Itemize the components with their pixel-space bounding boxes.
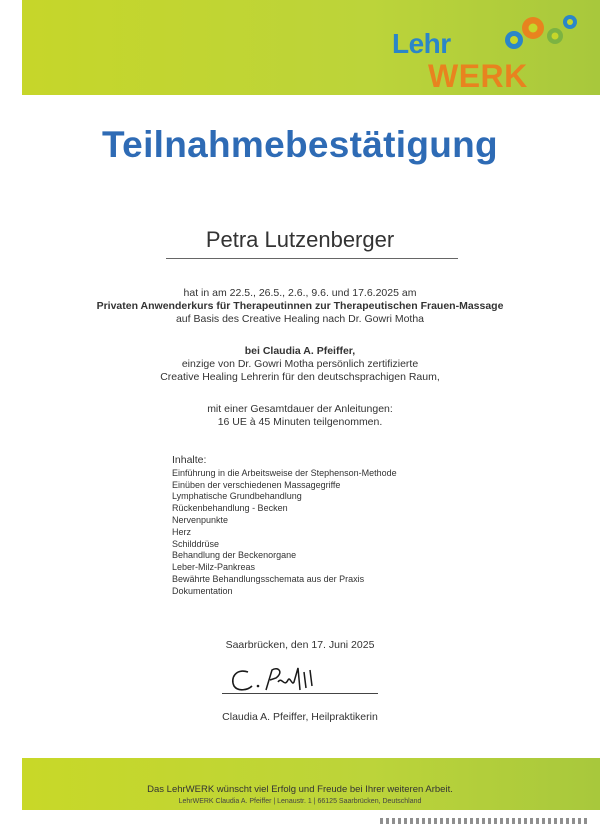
list-item: Bewährte Behandlungsschemata aus der Praxis [172, 573, 365, 584]
contents-heading: Inhalte: [172, 454, 207, 466]
list-item: Einüben der verschiedenen Massagegriffe [172, 479, 341, 490]
instructor-name: bei Claudia A. Pfeiffer, [244, 345, 356, 357]
page-title: Teilnahmebestätigung [102, 124, 498, 165]
list-item: Herz [172, 526, 192, 537]
course-name: Privaten Anwenderkurs für Therapeutinnen zur Therapeutischen Frauen-Massage [96, 300, 504, 312]
duration-value: 16 UE à 45 Minuten teilgenommen. [217, 416, 383, 428]
logo-lehr: Lehr [392, 28, 451, 59]
list-item: Dokumentation [172, 585, 233, 596]
list-item: Behandlung der Beckenorgane [172, 550, 297, 561]
instructor-block [0, 345, 600, 384]
list-item: Lymphatische Grundbehandlung [172, 491, 302, 502]
instructor-cert: einzige von Dr. Gowri Motha persönlich zertifizierte [181, 358, 419, 370]
list-item: Schilddrüse [172, 538, 220, 549]
footer-address: LehrWERK Claudia A. Pfeiffer | Lenaustr. 1 | 66125 Saarbrücken, Deutschland [178, 798, 422, 805]
contents-list [172, 455, 397, 598]
participant-name: Petra Lutzenberger [205, 227, 395, 252]
course-basis: auf Basis des Creative Healing nach Dr. Gowri Motha [175, 313, 425, 325]
signature-line [222, 693, 378, 694]
signatory: Claudia A. Pfeiffer, Heilpraktikerin [222, 711, 378, 723]
course-dates: hat in am 22.5., 26.5., 2.6., 9.6. und 17.6.2025 am [183, 287, 417, 299]
list-item: Leber-Milz-Pankreas [172, 562, 256, 573]
logo-werk: WERK [428, 58, 528, 94]
list-item: Nervenpunkte [172, 514, 229, 525]
footer-message: Das LehrWERK wünscht viel Erfolg und Freude bei Ihrer weiteren Arbeit. [147, 784, 453, 795]
signature [226, 664, 346, 696]
duration-label: mit einer Gesamtdauer der Anleitungen: [207, 403, 393, 415]
course-block [0, 287, 600, 326]
lehrwerk-logo [392, 20, 592, 110]
list-item: Rückenbehandlung - Becken [172, 503, 288, 514]
gears-icon [500, 10, 580, 54]
list-item: Einführung in die Arbeitsweise der Stephenson-Methode [172, 467, 397, 478]
edge-marks [380, 818, 590, 824]
duration-block [0, 403, 600, 429]
place-date: Saarbrücken, den 17. Juni 2025 [225, 639, 375, 651]
instructor-region: Creative Healing Lehrerin für den deutschsprachigen Raum, [160, 371, 440, 383]
name-underline [166, 258, 458, 259]
